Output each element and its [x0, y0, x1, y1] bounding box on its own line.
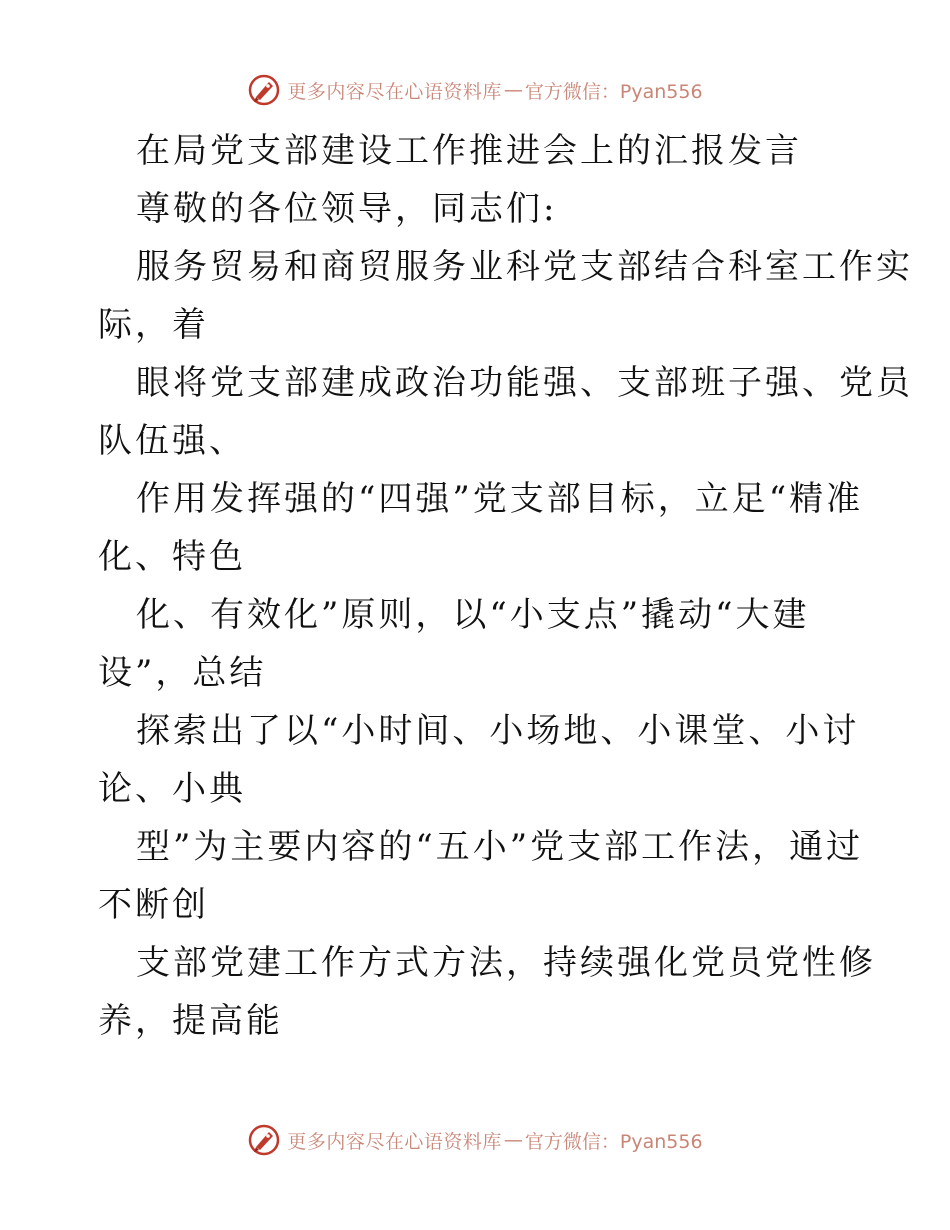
body-line: 论、小典 [98, 769, 246, 809]
greeting-line: 尊敬的各位领导，同志们: [136, 189, 558, 229]
body-line: 探索出了以“小时间、小场地、小课堂、小讨 [136, 711, 860, 751]
body-line: 养，提高能 [98, 1001, 283, 1041]
banner-contact: 官方微信：Pyan556 [524, 80, 703, 103]
body-line: 队伍强、 [98, 421, 246, 461]
body-line: 服务贸易和商贸服务业科党支部结合科室工作实 [136, 247, 913, 287]
body-line: 设”，总结 [98, 653, 267, 693]
banner-contact: 官方微信：Pyan556 [524, 1130, 703, 1153]
banner-text: 更多内容尽在心语资料库 [287, 1130, 502, 1153]
body-line: 作用发挥强的“四强”党支部目标，立足“精准 [136, 479, 864, 519]
body-line: 际，着 [98, 305, 209, 345]
body-line: 型”为主要内容的“五小”党支部工作法，通过 [136, 827, 864, 867]
pen-nib-logo-icon [247, 1123, 281, 1157]
banner-text: 更多内容尽在心语资料库 [287, 80, 502, 103]
footer-banner [0, 1120, 950, 1160]
document-title: 在局党支部建设工作推进会上的汇报发言 [136, 131, 802, 171]
body-line: 眼将党支部建成政治功能强、支部班子强、党员 [136, 363, 913, 403]
header-banner [0, 70, 950, 110]
document-body [98, 122, 913, 1050]
banner-separator: — [503, 79, 523, 101]
body-line: 支部党建工作方式方法，持续强化党员党性修 [136, 943, 876, 983]
banner-separator: — [503, 1129, 523, 1151]
body-line: 不断创 [98, 885, 209, 925]
pen-nib-logo-icon [247, 73, 281, 107]
body-line: 化、有效化”原则，以“小支点”撬动“大建 [136, 595, 810, 635]
body-line: 化、特色 [98, 537, 246, 577]
